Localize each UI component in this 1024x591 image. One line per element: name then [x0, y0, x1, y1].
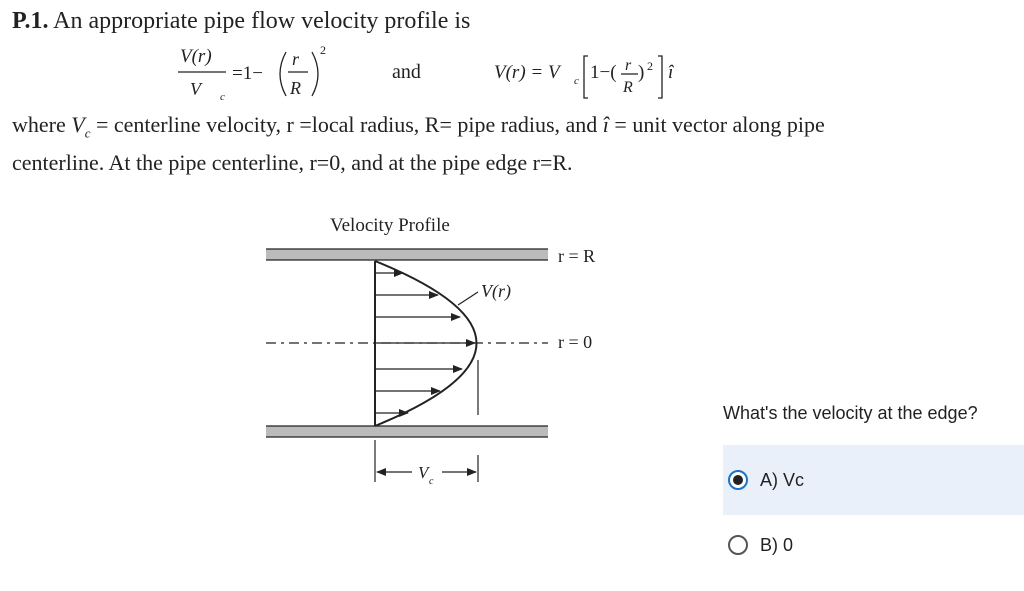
eq1-numerator: V(r): [180, 46, 212, 67]
radio-option-a[interactable]: [728, 470, 748, 490]
para-vc-symbol: V: [71, 112, 85, 137]
label-Vc-sub: c: [429, 476, 434, 487]
eq2-ihat: î: [668, 62, 674, 83]
eq1-r: r: [292, 49, 300, 69]
pipe-bottom-wall: [266, 426, 548, 437]
problem-number: P.1.: [12, 8, 49, 34]
option-b[interactable]: [723, 510, 1024, 580]
vr-leader: [458, 292, 478, 305]
option-b-label: B) 0: [760, 534, 794, 555]
option-a[interactable]: [723, 445, 1024, 515]
para-text2: = unit vector along pipe centerline. At the pipe centerline, r=0, and at the pipe edge r=R.: [12, 112, 825, 176]
eq1-R: R: [290, 78, 301, 98]
eq2-r: r: [625, 57, 632, 74]
problem-intro: An appropriate pipe flow velocity profile is: [53, 8, 471, 34]
eq2-inner: 1−(: [590, 62, 617, 83]
eq1-rhs: =1−: [232, 63, 263, 84]
eq2-exponent: 2: [647, 59, 653, 73]
para-where: where: [12, 112, 66, 137]
label-r-equals-0: r = 0: [558, 332, 593, 352]
connector-and-text: and: [392, 61, 421, 83]
quiz-question: What's the velocity at the edge?: [723, 403, 978, 423]
para-text: = centerline velocity, r =local radius, R= pipe radius, and: [90, 112, 598, 137]
label-V-of-r: V(r): [481, 281, 511, 301]
pipe-top-wall: [266, 249, 548, 260]
velocity-arrows: [376, 273, 475, 413]
eq2-R: R: [623, 79, 633, 96]
eq1-exponent: 2: [320, 43, 326, 57]
label-r-equals-R: r = R: [558, 246, 596, 266]
para-vc-sub: c: [84, 125, 91, 141]
figure-title: Velocity Profile: [330, 215, 450, 236]
option-a-label: A) Vc: [760, 469, 805, 490]
para-ihat: î: [602, 112, 609, 137]
label-Vc: V: [418, 463, 429, 482]
radio-option-b[interactable]: [728, 535, 748, 555]
eq1-denominator-sub: c: [220, 91, 225, 103]
eq2-lhs: V(r) = V: [494, 62, 560, 83]
eq1-denominator: V: [190, 79, 201, 99]
eq2-close: ): [638, 62, 645, 83]
eq2-sub: c: [574, 75, 579, 87]
